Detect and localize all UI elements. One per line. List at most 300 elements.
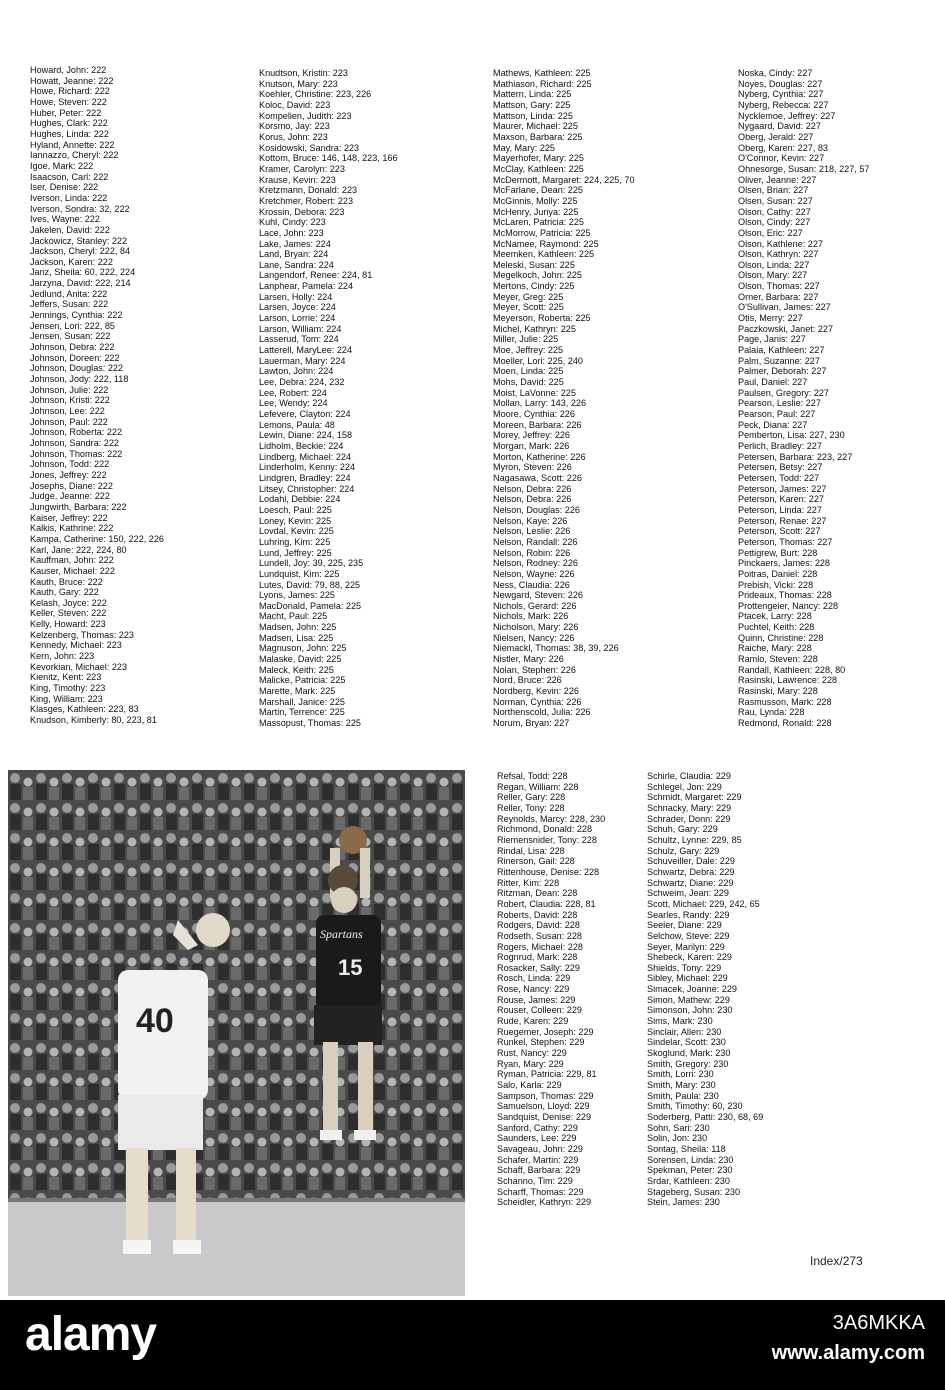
index-entry: Johnson, Roberta: 222	[30, 427, 123, 438]
index-entry: Rosacker, Sally: 229	[497, 962, 580, 973]
index-entry: Josephs, Diane: 222	[30, 480, 113, 491]
index-column-2	[259, 68, 398, 729]
index-entry: Srdar, Kathleen: 230	[647, 1175, 730, 1186]
index-entry: Lemons, Paula: 48	[259, 419, 335, 430]
index-entry: Larsen, Joyce: 224	[259, 302, 336, 313]
index-entry: Jackson, Cheryl: 222, 84	[30, 246, 131, 257]
index-entry: Olson, Eric: 227	[738, 227, 803, 238]
index-entry: Malaske, David: 225	[259, 654, 342, 665]
index-entry: Nelson, Leslie: 226	[493, 526, 571, 537]
index-entry: McGinnis, Molly: 225	[493, 195, 578, 206]
index-entry: Olson, Cathy: 227	[738, 206, 811, 217]
index-entry: Kuhl, Cindy: 223	[259, 217, 326, 228]
index-entry: Iannazzo, Cheryl: 222	[30, 150, 119, 161]
index-entry: Knutson, Mary: 223	[259, 78, 338, 89]
index-entry: Judge, Jeanne: 222	[30, 491, 110, 502]
index-entry: King, William: 223	[30, 693, 103, 704]
index-entry: Jungwirth, Barbara: 222	[30, 501, 127, 512]
index-entry: Rasinski, Mary: 228	[738, 686, 818, 697]
index-entry: Sohn, Sari: 230	[647, 1122, 710, 1133]
index-entry: Nichols, Mark: 226	[493, 611, 569, 622]
index-entry: Hyland, Annette: 222	[30, 139, 115, 150]
index-entry: Petersen, Todd: 227	[738, 472, 820, 483]
index-column-6	[647, 771, 763, 1208]
index-entry: Redmond, Ronald: 228	[738, 718, 832, 729]
index-entry: Lane, Sandra: 224	[259, 259, 334, 270]
index-entry: Iverson, Sondra: 32, 222	[30, 203, 130, 214]
index-entry: Sims, Mark: 230	[647, 1016, 713, 1027]
index-entry: Nichols, Gerard: 226	[493, 600, 577, 611]
index-entry: O'Connor, Kevin: 227	[738, 153, 825, 164]
index-entry: Lovdal, Kevin: 225	[259, 526, 334, 537]
index-entry: Jakelen, David: 222	[30, 224, 110, 235]
defender-jersey-number: 40	[136, 1002, 174, 1040]
index-entry: Larsen, Holly: 224	[259, 291, 333, 302]
index-entry: Schuveiller, Dale: 229	[647, 856, 735, 867]
index-column-4	[738, 68, 869, 729]
index-entry: Kretzmann, Donald: 223	[259, 185, 358, 196]
index-entry: Miller, Julie: 225	[493, 334, 559, 345]
watermark-logo: alamy	[25, 1308, 157, 1361]
index-entry: Ritzman, Dean: 228	[497, 888, 578, 899]
index-entry: Stein, James: 230	[647, 1197, 720, 1208]
index-entry: Jensen, Susan: 222	[30, 331, 111, 342]
shooter-jersey-number: 15	[338, 955, 363, 980]
index-entry: Malicke, Patricia: 225	[259, 675, 346, 686]
index-entry: Krossin, Debora: 223	[259, 206, 345, 217]
index-entry: Puchtel, Keith: 228	[738, 622, 815, 633]
index-entry: Johnson, Paul: 222	[30, 416, 108, 427]
index-entry: Nycklemoe, Jeffrey: 227	[738, 110, 836, 121]
index-entry: Randall, Kathleen: 228, 80	[738, 664, 846, 675]
index-entry: Lundquist, Kim: 225	[259, 568, 340, 579]
index-entry: Iverson, Linda: 222	[30, 192, 108, 203]
index-entry: Stageberg, Susan: 230	[647, 1186, 741, 1197]
index-entry: Marette, Mark: 225	[259, 686, 336, 697]
index-entry: Sampson, Thomas: 229	[497, 1090, 594, 1101]
index-entry: Ptacek, Larry: 228	[738, 611, 812, 622]
index-entry: Jarzyna, David: 222, 214	[30, 278, 131, 289]
shooter-uniform-lettering: Spartans	[320, 927, 363, 941]
index-entry: Kelzenberg, Thomas: 223	[30, 629, 134, 640]
index-entry: Nygaard, David: 227	[738, 121, 821, 132]
index-entry: Rindal, Lisa: 228	[497, 845, 565, 856]
index-entry: Reynolds, Marcy: 228, 230	[497, 813, 606, 824]
index-entry: Niemackl, Thomas: 38, 39, 226	[493, 643, 619, 654]
index-entry: Larson, Lorrie: 224	[259, 313, 336, 324]
index-entry: Kramer, Carolyn: 223	[259, 163, 345, 174]
index-entry: Spekman, Peter: 230	[647, 1165, 733, 1176]
index-entry: Skoglund, Mark: 230	[647, 1048, 731, 1059]
index-entry: Norum, Bryan: 227	[493, 718, 570, 729]
index-entry: Nyberg, Rebecca: 227	[738, 99, 829, 110]
index-entry: Lasserud, Tom: 224	[259, 334, 339, 345]
index-entry: Keller, Steven: 222	[30, 608, 107, 619]
index-entry: Lake, James: 224	[259, 238, 331, 249]
index-entry: Palaia, Kathleen: 227	[738, 345, 825, 356]
index-entry: Palm, Suzanne: 227	[738, 355, 820, 366]
index-entry: Lee, Robert: 224	[259, 387, 327, 398]
index-entry: Richmond, Donald: 228	[497, 824, 593, 835]
index-entry: Kauth, Bruce: 222	[30, 576, 103, 587]
index-entry: Kalkis, Kathrine: 222	[30, 523, 114, 534]
index-entry: McNamee, Raymond: 225	[493, 238, 599, 249]
index-entry: Schaff, Barbara: 229	[497, 1165, 581, 1176]
index-entry: Schirle, Claudia: 229	[647, 771, 731, 781]
index-entry: Land, Bryan: 224	[259, 249, 329, 260]
index-entry: Myron, Steven: 226	[493, 462, 572, 473]
page-folio: Index/273	[810, 1254, 863, 1268]
index-entry: Moore, Cynthia: 226	[493, 409, 575, 419]
index-entry: Pettigrew, Burt: 228	[738, 547, 818, 558]
index-entry: Isaacson, Carl: 222	[30, 171, 109, 182]
index-entry: Simon, Mathew: 229	[647, 994, 730, 1005]
index-entry: Lidholm, Beckie: 224	[259, 440, 344, 451]
index-entry: Ness, Claudia: 226	[493, 579, 570, 590]
index-entry: Lewin, Diane: 224, 158	[259, 430, 353, 441]
index-entry: Kauffman, John: 222	[30, 555, 114, 566]
index-entry: Johnson, Lee: 222	[30, 406, 105, 416]
index-entry: Langendorf, Renee: 224, 81	[259, 270, 373, 281]
index-entry: Jones, Jeffrey: 222	[30, 469, 107, 480]
index-entry: Ritter, Kim: 228	[497, 877, 560, 888]
index-entry: Simonson, John: 230	[647, 1005, 733, 1016]
index-entry: Korsmo, Jay: 223	[259, 121, 330, 132]
index-entry: Reller, Tony: 228	[497, 802, 565, 813]
index-entry: Reller, Gary: 228	[497, 792, 566, 803]
index-entry: Pemberton, Lisa: 227, 230	[738, 430, 845, 441]
index-entry: Moist, LaVonne: 225	[493, 387, 576, 398]
court-floor	[8, 1200, 465, 1296]
index-entry: Krause, Kevin: 223	[259, 174, 336, 185]
court-edge	[8, 1198, 465, 1202]
index-entry: Maxson, Barbara: 225	[493, 131, 583, 142]
index-entry: Seeler, Diane: 229	[647, 920, 722, 931]
index-entry: Sanford, Cathy: 229	[497, 1122, 578, 1133]
index-entry: Shields, Tony: 229	[647, 962, 722, 973]
index-entry: Johnson, Debra: 222	[30, 342, 115, 353]
index-entry: Rau, Lynda: 228	[738, 707, 805, 718]
index-entry: Loesch, Paul: 225	[259, 504, 332, 515]
index-entry: Regan, William: 228	[497, 781, 579, 792]
index-entry: Nicholson, Mary: 226	[493, 622, 579, 633]
index-entry: Jensen, Lori: 222, 85	[30, 320, 115, 331]
index-entry: Nistler, Mary: 226	[493, 654, 564, 665]
index-entry: Mattson, Linda: 225	[493, 110, 573, 121]
index-entry: Kienitz, Kent: 223	[30, 672, 102, 683]
index-entry: Jedlund, Anita: 222	[30, 288, 108, 299]
index-entry: Johnson, Todd: 222	[30, 459, 110, 470]
index-entry: Lee, Wendy: 224	[259, 398, 328, 409]
index-entry: Quinn, Christine: 228	[738, 632, 824, 643]
index-entry: Noska, Cindy: 227	[738, 68, 813, 78]
index-entry: Latterell, MaryLee: 224	[259, 345, 353, 356]
index-entry: Larson, William: 224	[259, 323, 342, 334]
index-entry: Kauser, Michael: 222	[30, 565, 115, 576]
index-entry: Sorensen, Linda: 230	[647, 1154, 734, 1165]
index-entry: Prideaux, Thomas: 228	[738, 590, 832, 601]
index-entry: Rouser, Colleen: 229	[497, 1005, 582, 1016]
index-entry: Nordberg, Kevin: 226	[493, 686, 579, 697]
index-entry: Jackowicz, Stanley: 222	[30, 235, 128, 246]
index-entry: Orner, Barbara: 227	[738, 291, 819, 302]
index-entry: Schnacky, Mary: 229	[647, 802, 732, 813]
index-entry: Pearson, Paul: 227	[738, 409, 816, 419]
index-entry: Ramlo, Steven: 228	[738, 654, 818, 665]
index-entry: Robert, Claudia: 228, 81	[497, 898, 596, 909]
index-entry: Schulz, Gary: 229	[647, 845, 720, 856]
index-entry: Northenscold, Julia: 226	[493, 707, 591, 718]
index-entry: Palmer, Deborah: 227	[738, 366, 827, 377]
index-entry: Peterson, Scott: 227	[738, 526, 821, 537]
index-entry: Nord, Bruce: 226	[493, 675, 562, 686]
index-entry: Noyes, Douglas: 227	[738, 78, 823, 89]
index-entry: Paul, Daniel: 227	[738, 377, 808, 388]
index-entry: Seyer, Marilyn: 229	[647, 941, 725, 952]
index-entry: Rouse, James: 229	[497, 994, 576, 1005]
index-entry: Karl, Jane: 222, 224, 80	[30, 544, 127, 555]
index-entry: Lodahl, Debbie: 224	[259, 494, 341, 505]
index-entry: Petersen, Barbara: 223, 227	[738, 451, 853, 462]
index-entry: McFarlane, Dean: 225	[493, 185, 583, 196]
index-entry: Newgard, Steven: 226	[493, 590, 583, 601]
index-entry: Prebish, Vicki: 228	[738, 579, 814, 590]
index-entry: Rose, Nancy: 229	[497, 984, 570, 995]
index-entry: Nelson, Kaye: 226	[493, 515, 568, 526]
index-entry: Massopust, Thomas: 225	[259, 718, 361, 729]
index-entry: Lace, John: 223	[259, 227, 324, 238]
index-entry: Smith, Lorri: 230	[647, 1069, 714, 1080]
index-entry: Ives, Wayne: 222	[30, 214, 100, 225]
index-entry: Schanno, Tim: 229	[497, 1175, 573, 1186]
index-entry: Madsen, John: 225	[259, 622, 337, 633]
index-entry: Nelson, Debra: 226	[493, 494, 572, 505]
index-entry: Simacek, Joanne: 229	[647, 984, 737, 995]
index-entry: Schwartz, Debra: 229	[647, 866, 735, 877]
index-entry: Rasmusson, Mark: 228	[738, 696, 832, 707]
index-entry: Klasges, Kathleen: 223, 83	[30, 704, 139, 715]
index-entry: Schlegel, Jon: 229	[647, 781, 722, 792]
index-entry: Schafer, Martin: 229	[497, 1154, 579, 1165]
index-entry: Kevorkian, Michael: 223	[30, 661, 128, 672]
index-entry: Hughes, Linda: 222	[30, 128, 109, 139]
index-entry: Hughes, Clark: 222	[30, 118, 108, 129]
index-entry: Oberg, Karen: 227, 83	[738, 142, 828, 153]
index-entry: Lindberg, Michael: 224	[259, 451, 352, 462]
index-entry: Saunders, Lee: 229	[497, 1133, 577, 1144]
index-entry: Schwartz, Diane: 229	[647, 877, 734, 888]
index-entry: Mayerhofer, Mary: 225	[493, 153, 584, 164]
index-entry: Johnson, Sandra: 222	[30, 437, 119, 448]
index-entry: Knudtson, Kristin: 223	[259, 68, 348, 78]
index-entry: McDermott, Margaret: 224, 225, 70	[493, 174, 635, 185]
index-entry: Paulsen, Gregory: 227	[738, 387, 829, 398]
index-entry: Lauerman, Mary: 224	[259, 355, 346, 366]
index-entry: Lanphear, Pamela: 224	[259, 281, 354, 292]
index-entry: Koloc, David: 223	[259, 99, 331, 110]
index-entry: Ohnesorge, Susan: 218, 227, 57	[738, 163, 870, 174]
index-entry: Schweim, Jean: 229	[647, 888, 729, 899]
index-entry: Peterson, Linda: 227	[738, 504, 822, 515]
index-entry: Macht, Paul: 225	[259, 611, 328, 622]
index-entry: Poitras, Daniel: 228	[738, 568, 818, 579]
index-entry: Janz, Sheila: 60, 222, 224	[30, 267, 136, 278]
index-entry: Nolan, Stephen: 226	[493, 664, 576, 675]
index-entry: Samuelson, Lloyd: 229	[497, 1101, 590, 1112]
index-entry: Kennedy, Michael: 223	[30, 640, 122, 651]
index-entry: Mathiason, Richard: 225	[493, 78, 592, 89]
index-entry: Olsen, Brian: 227	[738, 185, 809, 196]
index-entry: Rosch, Linda: 229	[497, 973, 571, 984]
index-entry: Luhring, Kim: 225	[259, 536, 331, 547]
index-entry: Morton, Katherine: 226	[493, 451, 586, 462]
index-entry: Lundell, Joy: 39, 225, 235	[259, 558, 364, 569]
index-entry: Mollan, Larry: 143, 226	[493, 398, 587, 409]
index-entry: Savageau, John: 229	[497, 1143, 583, 1154]
index-entry: Peterson, Karen: 227	[738, 494, 824, 505]
index-entry: Schuh, Gary: 229	[647, 824, 718, 835]
index-entry: Huber, Peter: 222	[30, 107, 102, 118]
index-entry: Prottengeier, Nancy: 228	[738, 600, 839, 611]
index-entry: Johnson, Kristi: 222	[30, 395, 110, 406]
index-entry: Meemken, Kathleen: 225	[493, 249, 595, 260]
index-entry: Meleski, Susan: 225	[493, 259, 575, 270]
index-entry: Howatt, Jeanne: 222	[30, 75, 114, 86]
index-entry: Madsen, Lisa: 225	[259, 632, 334, 643]
index-entry: Shebeck, Karen: 229	[647, 952, 732, 963]
index-entry: Rogers, Michael: 228	[497, 941, 583, 952]
index-entry: Sandquist, Denise: 229	[497, 1112, 592, 1122]
index-entry: Oliver, Jeanne: 227	[738, 174, 817, 185]
index-entry: Rasinski, Lawrence: 228	[738, 675, 838, 686]
index-entry: Kompelien, Judith: 223	[259, 110, 352, 121]
index-entry: Lyons, James: 225	[259, 590, 335, 601]
index-entry: Smith, Mary: 230	[647, 1080, 716, 1091]
index-entry: Rust, Nancy: 229	[497, 1048, 567, 1059]
watermark-image-id: 3A6MKKA	[832, 1312, 925, 1334]
index-entry: Petersen, Betsy: 227	[738, 462, 823, 473]
index-entry: May, Mary: 225	[493, 142, 555, 153]
index-entry: Martin, Terrence: 225	[259, 707, 345, 718]
index-entry: Igoe, Mark: 222	[30, 160, 94, 171]
index-entry: Lefevere, Clayton: 224	[259, 409, 351, 419]
index-entry: Raiche, Mary: 228	[738, 643, 812, 654]
index-entry: Howe, Richard: 222	[30, 86, 110, 97]
index-entry: Litsey, Christopher: 224	[259, 483, 355, 494]
index-entry: Olson, Kathlene: 227	[738, 238, 823, 249]
index-entry: Riemensnider, Tony: 228	[497, 834, 597, 845]
index-column-1	[30, 65, 164, 726]
watermark-url: www.alamy.com	[771, 1342, 925, 1364]
index-entry: Rodseth, Susan: 228	[497, 930, 582, 941]
index-entry: Nelson, Robin: 226	[493, 547, 571, 558]
index-entry: Soderberg, Patti: 230, 68, 69	[647, 1112, 764, 1122]
index-entry: Scott, Michael: 229, 242, 65	[647, 898, 760, 909]
index-entry: Marshall, Janice: 225	[259, 696, 345, 707]
index-entry: Page, Janis: 227	[738, 334, 806, 345]
index-entry: Meyer, Scott: 225	[493, 302, 564, 313]
index-entry: Howe, Steven: 222	[30, 96, 107, 107]
index-entry: Schultz, Lynne: 229, 85	[647, 834, 742, 845]
index-entry: Olson, Cindy: 227	[738, 217, 811, 228]
index-entry: Iser, Denise: 222	[30, 182, 99, 193]
basketball-photo	[8, 770, 465, 1296]
index-entry: McLaren, Patricia: 225	[493, 217, 584, 228]
index-entry: Nelson, Rodney: 226	[493, 558, 578, 569]
index-entry: Peck, Diana: 227	[738, 419, 808, 430]
index-entry: Jackson, Karen: 222	[30, 256, 113, 267]
index-entry: Jennings, Cynthia: 222	[30, 310, 123, 321]
index-entry: Pinckaers, James: 228	[738, 558, 830, 569]
index-entry: Johnson, Julie: 222	[30, 384, 109, 395]
index-entry: Sindelar, Scott: 230	[647, 1037, 726, 1048]
index-entry: MacDonald, Pamela: 225	[259, 600, 362, 611]
index-entry: Meyer, Greg: 225	[493, 291, 564, 302]
index-entry: Schrader, Donn: 229	[647, 813, 731, 824]
index-entry: Jeffers, Susan: 222	[30, 299, 109, 310]
index-entry: King, Timothy: 223	[30, 683, 106, 694]
index-entry: Nagasawa, Scott: 226	[493, 472, 582, 483]
index-entry: Rognrud, Mark: 228	[497, 952, 578, 963]
index-entry: Sontag, Sheila: 118	[647, 1143, 726, 1154]
index-entry: Linderholm, Kenny: 224	[259, 462, 356, 473]
index-entry: Olsen, Susan: 227	[738, 195, 813, 206]
index-entry: Lund, Jeffrey: 225	[259, 547, 332, 558]
index-entry: Runkel, Stephen: 229	[497, 1037, 585, 1048]
index-entry: Knudson, Kimberly: 80, 223, 81	[30, 715, 157, 726]
index-entry: Kelly, Howard: 223	[30, 619, 106, 630]
index-entry: Olson, Mary: 227	[738, 270, 808, 281]
index-entry: Kern, John: 223	[30, 651, 95, 662]
index-entry: Moe, Jeffrey: 225	[493, 345, 564, 356]
index-entry: Johnson, Jody: 222, 118	[30, 374, 129, 385]
index-entry: Morey, Jeffrey: 226	[493, 430, 570, 441]
index-entry: Nielsen, Nancy: 226	[493, 632, 575, 643]
index-entry: Kaiser, Jeffrey: 222	[30, 512, 108, 523]
index-entry: Johnson, Douglas: 222	[30, 363, 124, 374]
index-entry: Ryman, Patricia: 229, 81	[497, 1069, 597, 1080]
index-entry: Johnson, Doreen: 222	[30, 352, 120, 363]
index-entry: Ruegemer, Joseph: 229	[497, 1026, 594, 1037]
index-entry: McMorrow, Patricia: 225	[493, 227, 591, 238]
index-entry: Norman, Cynthia: 226	[493, 696, 582, 707]
index-entry: Roberts, David: 228	[497, 909, 578, 920]
index-entry: Scheidler, Kathryn: 229	[497, 1197, 592, 1208]
index-entry: Morgan, Mark: 226	[493, 440, 570, 451]
index-entry: Kretchmer, Robert: 223	[259, 195, 354, 206]
index-entry: Mertons, Cindy: 225	[493, 281, 575, 292]
index-entry: Rittenhouse, Denise: 228	[497, 866, 600, 877]
index-entry: Rude, Karen: 229	[497, 1016, 569, 1027]
index-entry: Maleck, Keith: 225	[259, 664, 334, 675]
index-entry: Kosidowski, Sandra: 223	[259, 142, 360, 153]
index-entry: Maurer, Michael: 225	[493, 121, 578, 132]
index-entry: Mattson, Gary: 225	[493, 99, 571, 110]
index-entry: Peterson, James: 227	[738, 483, 827, 494]
index-entry: Smith, Timothy: 60, 230	[647, 1101, 743, 1112]
index-entry: Otis, Merry: 227	[738, 313, 803, 324]
index-column-5	[497, 771, 605, 1208]
index-entry: Lee, Debra: 224, 232	[259, 377, 345, 388]
index-entry: Michel, Kathryn: 225	[493, 323, 576, 334]
index-entry: Schmidt, Margaret: 229	[647, 792, 742, 803]
index-entry: Mathews, Kathleen: 225	[493, 68, 591, 78]
index-entry: O'Sullivan, James: 227	[738, 302, 831, 313]
index-entry: Rinerson, Gail: 228	[497, 856, 575, 867]
index-entry: Nyberg, Cynthia: 227	[738, 89, 824, 100]
index-entry: Loney, Kevin: 225	[259, 515, 332, 526]
index-entry: Solin, Jon: 230	[647, 1133, 708, 1144]
